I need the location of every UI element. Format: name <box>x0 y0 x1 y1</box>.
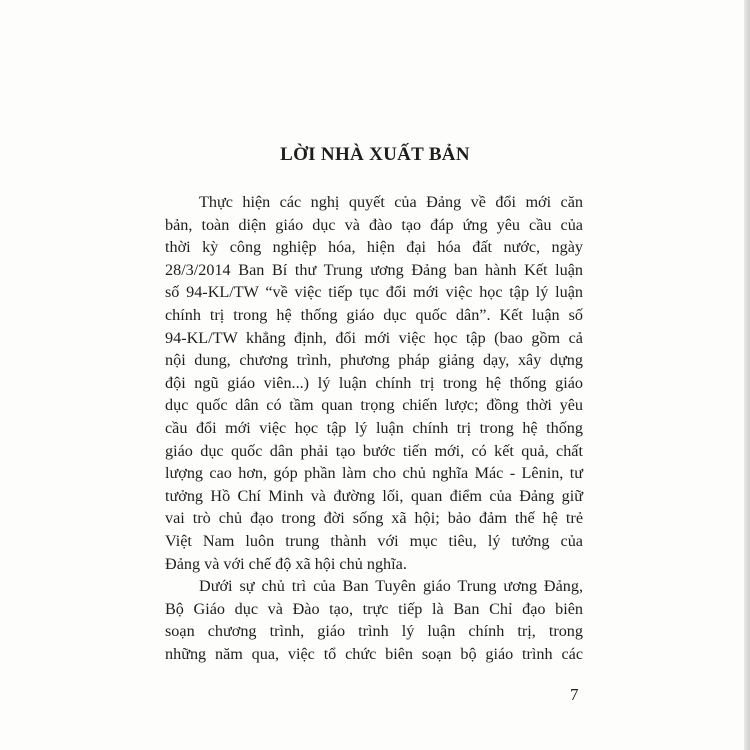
text-line: bản, toàn diện giáo dục và đào tạo đáp ứng yêu cầu của <box>165 215 583 234</box>
body-text <box>165 191 583 665</box>
text-line: những năm qua, việc tổ chức biên soạn bộ giáo trình các <box>165 644 583 663</box>
text-line: nội dung, chương trình, phương pháp giảng dạy, xây dựng <box>165 351 583 370</box>
text-line: Bộ Giáo dục và Đào tạo, trực tiếp là Ban Chỉ đạo biên <box>165 599 583 618</box>
text-line: số 94-KL/TW “về việc tiếp tục đổi mới việc học tập lý luận <box>165 283 583 302</box>
text-line: vai trò chủ đạo trong đời sống xã hội; bảo đảm thế hệ trẻ <box>165 509 583 528</box>
text-line: Việt Nam luôn trung thành với mục tiêu, lý tưởng của <box>165 531 583 550</box>
text-line: lượng cao hơn, góp phần làm cho chủ nghĩa Mác - Lênin, tư <box>165 464 583 483</box>
text-line: chính trị trong hệ thống giáo dục quốc dân”. Kết luận số <box>165 305 583 324</box>
text-line: Dưới sự chủ trì của Ban Tuyên giáo Trung ương Đảng, <box>199 577 583 596</box>
text-line: 94-KL/TW khẳng định, đổi mới việc học tập (bao gồm cả <box>165 328 583 347</box>
page-title: LỜI NHÀ XUẤT BẢN <box>280 144 470 165</box>
text-line: dục quốc dân có tầm quan trọng chiến lược; đồng thời yêu <box>165 396 583 415</box>
page-edge-shadow <box>744 0 750 750</box>
text-line: cầu đổi mới việc học tập lý luận chính trị trong hệ thống <box>165 418 583 437</box>
text-line: Đảng và với chế độ xã hội chủ nghĩa. <box>165 554 407 573</box>
text-line: đội ngũ giáo viên...) lý luận chính trị trong hệ thống giáo <box>165 373 583 392</box>
text-line: soạn chương trình, giáo trình lý luận chính trị, trong <box>165 622 583 641</box>
text-line: tưởng Hồ Chí Minh và đường lối, quan điểm của Đảng giữ <box>165 486 583 505</box>
text-line: thời kỳ công nghiệp hóa, hiện đại hóa đất nước, ngày <box>165 238 583 257</box>
text-line: Thực hiện các nghị quyết của Đảng về đổi mới căn <box>199 193 583 211</box>
page-number: 7 <box>570 685 579 704</box>
text-line: giáo dục quốc dân phải tạo bước tiến mới, có kết quả, chất <box>165 441 583 460</box>
text-line: 28/3/2014 Ban Bí thư Trung ương Đảng ban hành Kết luận <box>165 260 583 279</box>
